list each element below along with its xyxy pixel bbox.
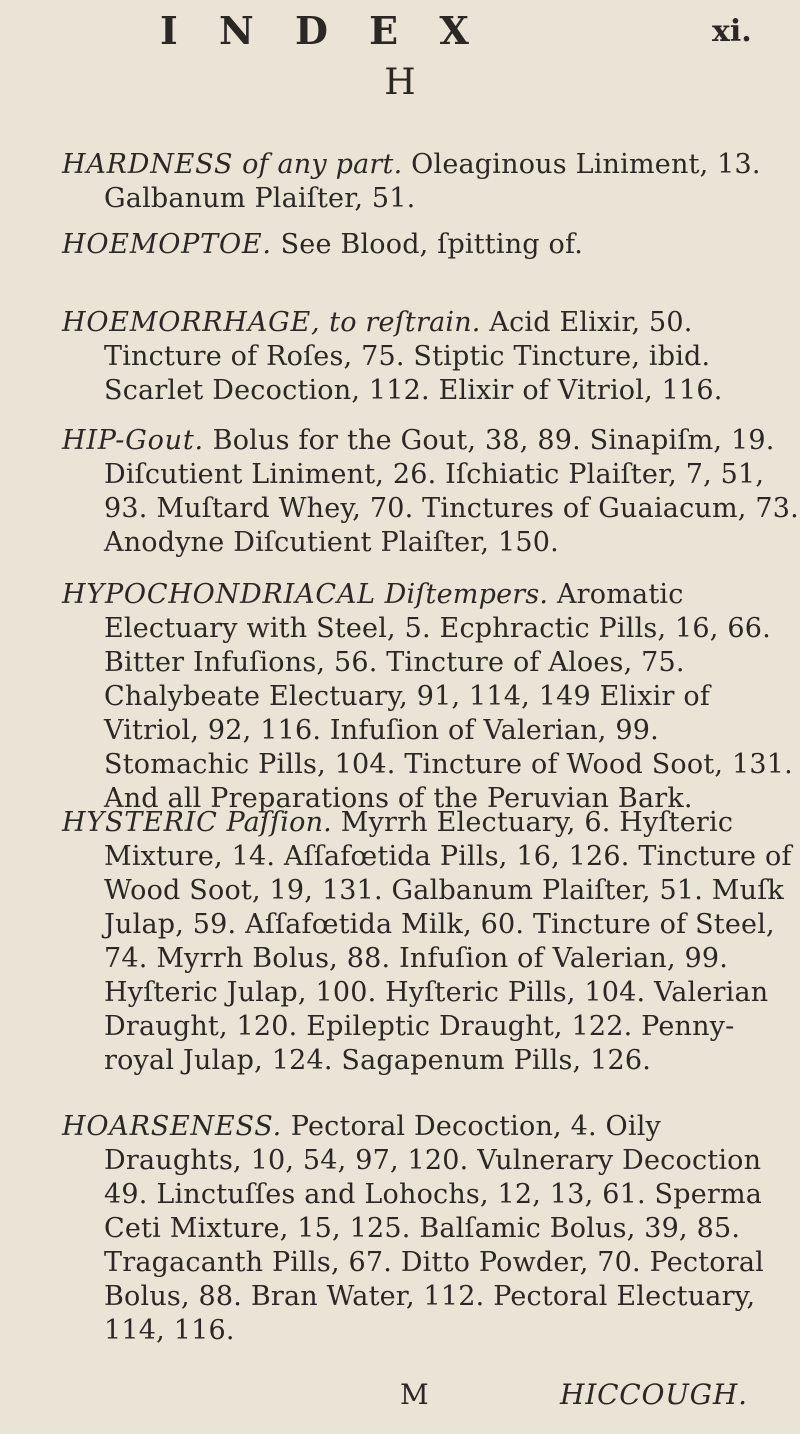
entry-term: HIP-Gout. (62, 425, 204, 456)
index-entry (62, 306, 800, 408)
entry-term: HARDNESS (62, 149, 234, 180)
entry-qualifier: Paſſion. (226, 807, 332, 838)
index-entry (62, 806, 800, 1078)
index-entry (62, 578, 800, 816)
entry-term: HYSTERIC (62, 807, 218, 838)
catchword: HICCOUGH. (560, 1378, 748, 1411)
entry-references: Pectoral Decoction, 4. Oily Draughts, 10, 54, 97, 120. Vulnerary Decoction 49. Linctuſſes and Lohochs, 12, 13, 61. Sperma Ceti Mixture, 15, 125. Balſamic Bolus, 39, 85. Tragacanth Pills, 67. Ditto Powder, 70. Pectoral Bolus, 88. Bran Water, 112. Pectoral Electuary, 114, 116. (104, 1111, 764, 1346)
entry-term: HOARSENESS. (62, 1111, 282, 1142)
entry-references: Acid Elixir, 50. Tincture of Roſes, 75. Stiptic Tincture, ibid. Scarlet Decoction, 112. Elixir of Vitriol, 116. (104, 307, 723, 406)
index-entry (62, 424, 800, 560)
index-entry (62, 1110, 800, 1348)
entry-term: HYPOCHONDRIACAL (62, 579, 376, 610)
index-entry (62, 148, 800, 216)
entry-term: HOEMORRHAGE, (62, 307, 321, 338)
section-letter: H (384, 62, 416, 103)
entry-references: Aromatic Electuary with Steel, 5. Ecphractic Pills, 16, 66. Bitter Infuſions, 56. Tincture of Aloes, 75. Chalybeate Electuary, 91, 114, 149 Elixir of Vitriol, 92, 116. Infuſion of Valerian, 99. Stomachic Pills, 104. Tincture of Wood Soot, 131. And all Preparations of the Peruvian Bark. (104, 579, 793, 814)
page-number: xi. (712, 14, 752, 49)
signature-mark: M (400, 1378, 429, 1411)
entry-qualifier: Diſtempers. (384, 579, 549, 610)
entry-references: Oleaginous Liniment, 13. Galbanum Plaiſter, 51. (104, 149, 761, 214)
entry-references: Bolus for the Gout, 38, 89. Sinapiſm, 19. Diſcutient Liniment, 26. Iſchiatic Plaiſter, 7, 51, 93. Muſtard Whey, 70. Tinctures of Guaiacum, 73. Anodyne Diſcutient Plaiſter, 150. (104, 425, 799, 558)
entry-qualifier: of any part. (242, 149, 403, 180)
entry-qualifier: to reſtrain. (329, 307, 481, 338)
index-entry (62, 228, 800, 262)
running-head: I N D E X (160, 8, 469, 53)
entry-references: Myrrh Electuary, 6. Hyſteric Mixture, 14. Aſſafœtida Pills, 16, 126. Tincture of Wood Soot, 19, 131. Galbanum Plaiſter, 51. Muſk Julap, 59. Aſſafœtida Milk, 60. Tincture of Steel, 74. Myrrh Bolus, 88. Infuſion of Valerian, 99. Hyſteric Julap, 100. Hyſteric Pills, 104. Valerian Draught, 120. Epileptic Draught, 122. Penny-royal Julap, 124. Sagapenum Pills, 126. (104, 807, 792, 1076)
entry-references: See Blood, ſpitting of. (280, 229, 584, 260)
entry-term: HOEMOPTOE. (62, 229, 272, 260)
